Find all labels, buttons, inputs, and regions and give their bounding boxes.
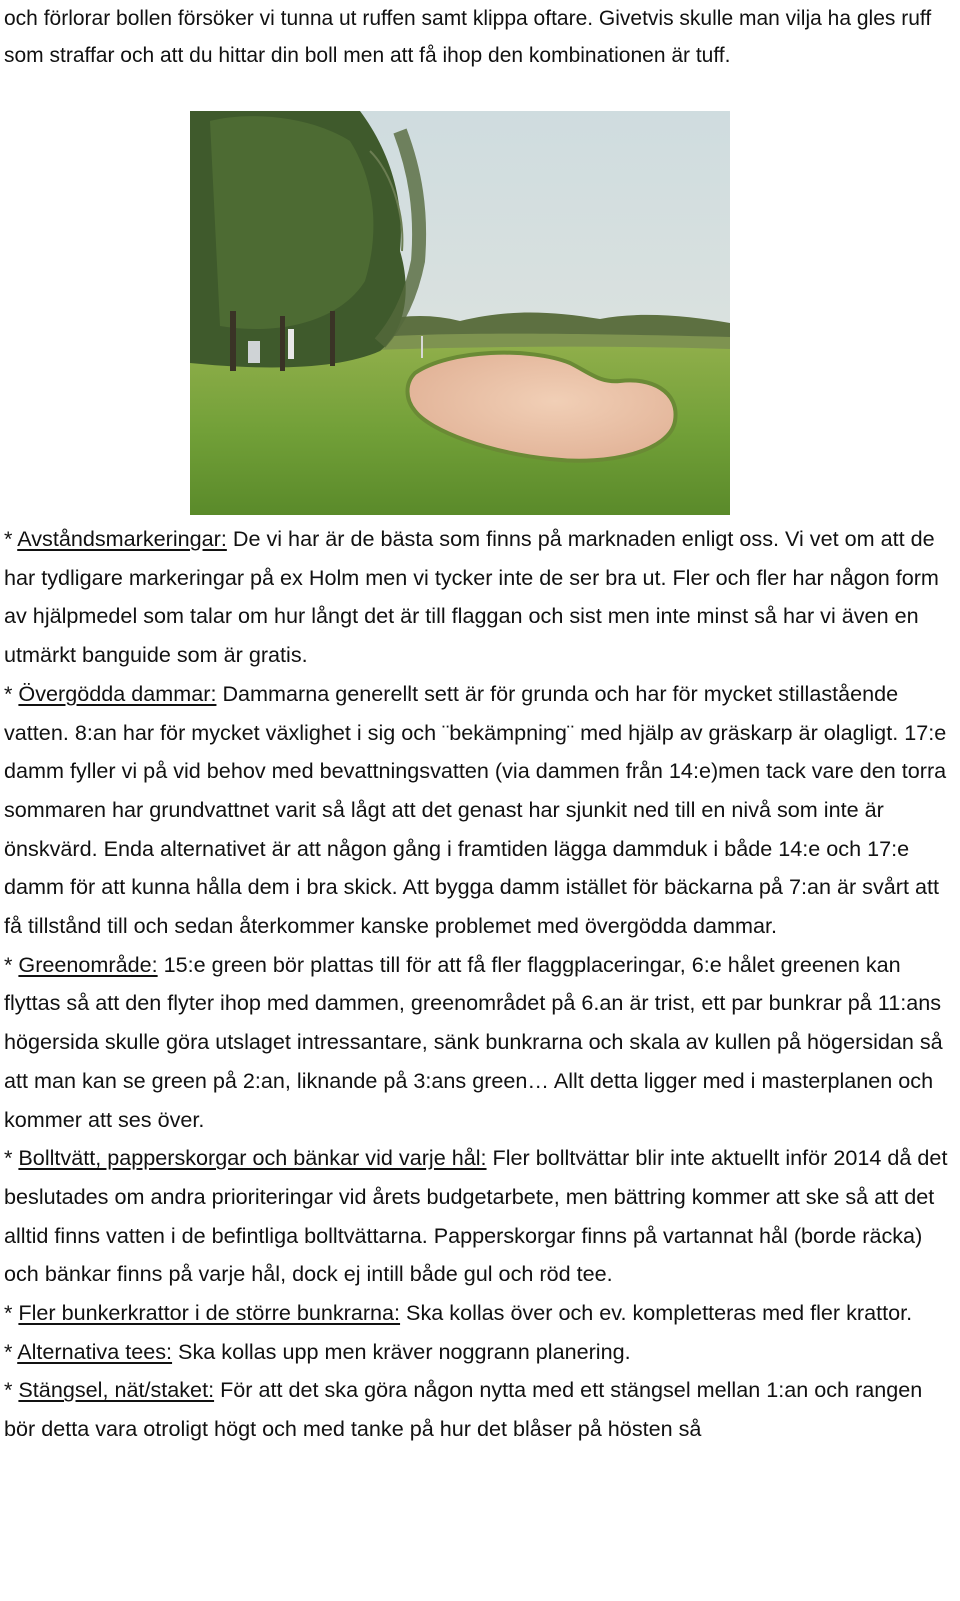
item-text: Dammarna generellt sett är för grunda och har för mycket stillastående vatten. 8:an har för mycket växlighet i sig och ¨bekämpning¨ med hjälp av gräskarp är olagligt. 17:e damm fyller vi på vid behov med bevattningsvatten (via dammen från 14:e)men tack vare den torra sommaren har grundvattnet varit så lågt att det genast har sjunkit ned till en nivå som inte är önskvärd. Enda alternativet är att någon gång i framtiden lägga dammduk i både 14:e och 17:e damm för att kunna hålla dem i bra skick. Att bygga damm istället för bäckarna på 7:an är svårt att få tillstånd till och sedan återkommer kanske problemet med övergödda dammar. [4, 680, 947, 939]
item-text: 15:e green bör plattas till för att få fler flaggplaceringar, 6:e hålet greenen kan flyttas så att den flyter ihop med dammen, greenområdet på 6.an är trist, ett par bunkrar på 11:ans högersida skulle göra utslaget intressantare, sänk bunkrarna och skala av kullen på högersidan så att man kan se green på 2:an, liknande på 3:ans green… Allt detta ligger med i masterplanen och kommer att ses över. [4, 951, 943, 1132]
list-item: * Alternativa tees: Ska kollas upp men kräver noggrann planering. [4, 1338, 631, 1364]
list-item: * Bolltvätt, papperskorgar och bänkar vid varje hål: Fler bolltvättar blir inte aktuellt inför 2014 då det beslutades om andra prioriteringar vid årets budgetarbete, men bättring kommer att ske så att det alltid finns vatten i de befintliga bolltvättarna. Papperskorgar finns på vartannat hål (borde räcka) och bänkar finns på varje hål, dock ej intill både gul och röd tee. [4, 1145, 948, 1287]
item-text: Ska kollas upp men kräver noggrann planering. [172, 1338, 631, 1364]
item-heading: Avståndsmarkeringar: [17, 526, 227, 551]
list-item: * Avståndsmarkeringar: De vi har är de bästa som finns på marknaden enligt oss. Vi vet om att de har tydligare markeringar på ex Holm men vi tycker inte de ser bra ut. Fler och fler har någon form av hjälpmedel som talar om hur långt det är till flaggan och sist men inte minst så har vi även en utmärkt banguide som är gratis. [4, 526, 939, 668]
item-heading: Övergödda dammar: [18, 680, 217, 706]
body-text [4, 520, 952, 1449]
list-item: * Stängsel, nät/staket: För att det ska göra någon nytta med ett stängsel mellan 1:an och rangen bör detta vara otroligt högt och med tanke på hur det blåser på hösten så [4, 1377, 923, 1442]
item-text: För att det ska göra någon nytta med ett stängsel mellan 1:an och rangen bör detta vara otroligt högt och med tanke på hur det blåser på hösten så [4, 1377, 923, 1442]
item-heading: Stängsel, nät/staket: [18, 1377, 215, 1403]
golf-bunker-photo-icon [190, 111, 730, 515]
intro-paragraph: och förlorar bollen försöker vi tunna ut ruffen samt klippa oftare. Givetvis skulle man vilja ha gles ruff som straffar och att du hittar din boll men att få ihop den kombinationen är tuff. [4, 7, 932, 67]
item-text: De vi har är de bästa som finns på marknaden enligt oss. Vi vet om att de har tydligare markeringar på ex Holm men vi tycker inte de ser bra ut. Fler och fler har någon form av hjälpmedel som talar om hur långt det är till flaggan och sist men inte minst så har vi även en utmärkt banguide som är gratis. [4, 526, 939, 668]
list-item: * Fler bunkerkrattor i de större bunkrarna: Ska kollas över och ev. kompletteras med fler krattor. [4, 1300, 913, 1326]
item-text: Fler bolltvättar blir inte aktuellt inför 2014 då det beslutades om andra prioriteringar vid årets budgetarbete, men bättring kommer att ske så att det alltid finns vatten i de befintliga bolltvättarna. Papperskorgar finns på vartannat hål (borde räcka) och bänkar finns på varje hål, dock ej intill både gul och röd tee. [4, 1145, 948, 1287]
item-text: Ska kollas över och ev. kompletteras med fler krattor. [400, 1300, 913, 1326]
item-heading: Bolltvätt, papperskorgar och bänkar vid varje hål: [18, 1145, 487, 1171]
list-item: * Övergödda dammar: Dammarna generellt sett är för grunda och har för mycket stillastående vatten. 8:an har för mycket växlighet i sig och ¨bekämpning¨ med hjälp av gräskarp är olagligt. 17:e damm fyller vi på vid behov med bevattningsvatten (via dammen från 14:e)men tack vare den torra sommaren har grundvattnet varit så lågt att det genast har sjunkit ned till en nivå som inte är önskvärd. Enda alternativet är att någon gång i framtiden lägga dammduk i både 14:e och 17:e damm för att kunna hålla dem i bra skick. Att bygga damm istället för bäckarna på 7:an är svårt att få tillstånd till och sedan återkommer kanske problemet med övergödda dammar. [4, 680, 947, 939]
item-heading: Alternativa tees: [17, 1338, 173, 1364]
item-heading: Greenområde: [18, 951, 158, 977]
list-item: * Greenområde: 15:e green bör plattas till för att få fler flaggplaceringar, 6:e hålet greenen kan flyttas så att den flyter ihop med dammen, greenområdet på 6.an är trist, ett par bunkrar på 11:ans högersida skulle göra utslaget intressantare, sänk bunkrarna och skala av kullen på högersidan så att man kan se green på 2:an, liknande på 3:ans green… Allt detta ligger med i masterplanen och kommer att ses över. [4, 951, 943, 1132]
item-heading: Fler bunkerkrattor i de större bunkrarna: [18, 1300, 401, 1326]
